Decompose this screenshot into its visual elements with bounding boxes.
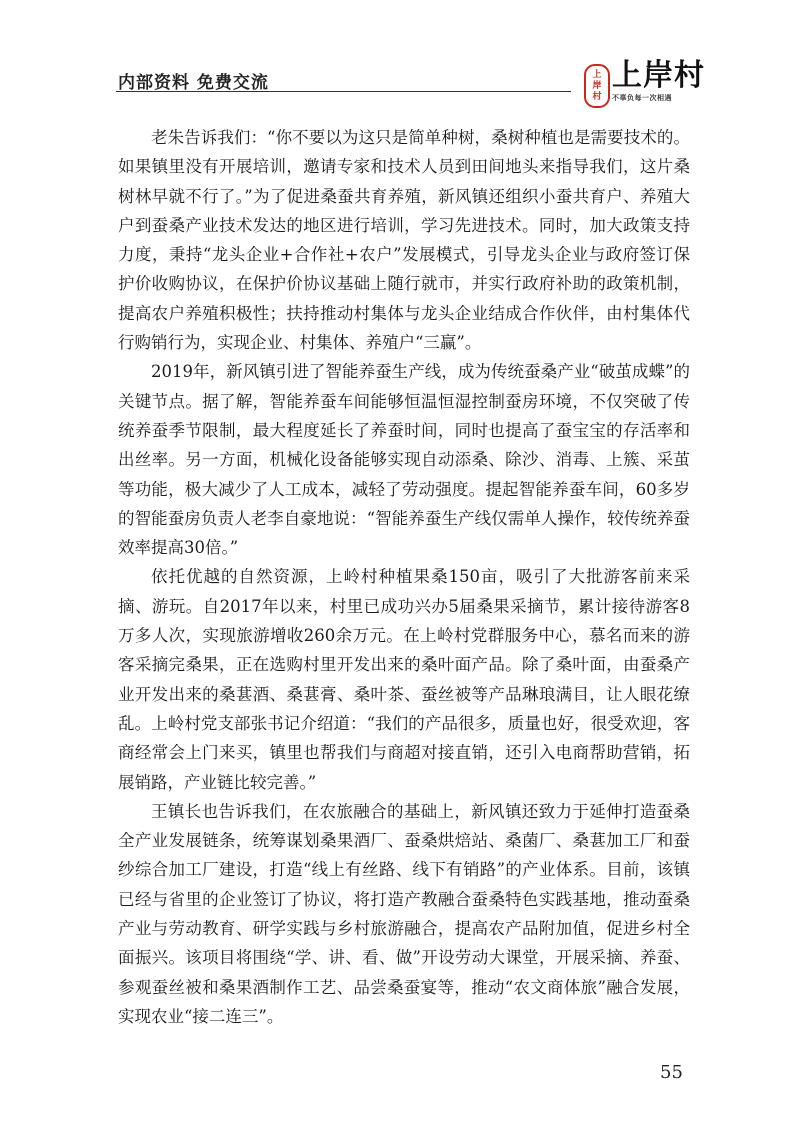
paragraph: 依托优越的自然资源，上岭村种植果桑150亩，吸引了大批游客前来采摘、游玩。自2017年以来，村里已成功兴办5届桑果采摘节，累计接待游客8万多人次，实现旅游增收260余万元。在上岭村党群服务中心，慕名而来的游客采摘完桑果，正在选购村里开发出来的桑叶面产品。除了桑叶面，由蚕桑产业开发出来的桑葚酒、桑葚膏、桑叶茶、蚕丝被等产品琳琅满目，让人眼花缭乱。上岭村党支部张书记介绍道：“我们的产品很多，质量也好，很受欢迎，客商经常会上门来买，镇里也帮我们与商超对接直销，还引入电商帮助营销，拓展销路，产业链比较完善。” (118, 567, 690, 792)
logo-seal-icon: 上 岸 村 (584, 64, 610, 108)
paragraph: 王镇长也告诉我们，在农旅融合的基础上，新风镇还致力于延伸打造蚕桑全产业发展链条，统筹谋划桑果酒厂、蚕桑烘焙站、桑菌厂、桑葚加工厂和蚕纱综合加工厂建设，打造“线上有丝路、线下有销路”的产业体系。目前，该镇已经与省里的企业签订了协议，将打造产教融合蚕桑特色实践基地，推动蚕桑产业与劳动教育、研学实践与乡村旅游融合，提高农产品附加值，促进乡村全面振兴。该项目将围绕“学、讲、看、做”开设劳动大课堂，开展采摘、养蚕、参观蚕丝被和桑果酒制作工艺、品尝桑蚕宴等，推动“农文商体旅”融合发展，实现农业“接二连三”。 (118, 801, 690, 1026)
page-number: 55 (660, 1062, 683, 1083)
paragraph: 老朱告诉我们：“你不要以为这只是简单种树，桑树种植也是需要技术的。如果镇里没有开展培训，邀请专家和技术人员到田间地头来指导我们，这片桑树林早就不行了。”为了促进桑蚕共育养殖，新风镇还组织小蚕共育户、养殖大户到蚕桑产业技术发达的地区进行培训，学习先进技术。同时，加大政策支持力度，秉持“龙头企业+合作社+农户”发展模式，引导龙头企业与政府签订保护价收购协议，在保护价协议基础上随行就市，并实行政府补助的政策机制，提高农户养殖积极性；扶持推动村集体与龙头企业结成合作伙伴，由村集体代行购销行为，实现企业、村集体、养殖户“三赢”。 (118, 128, 690, 353)
logo-slogan: 不辜负每一次相遇 (612, 94, 672, 102)
article-body (118, 123, 690, 1031)
header-label: 内部资料 免费交流 (118, 73, 269, 93)
header-divider (116, 91, 571, 92)
logo-name: 上岸村 (612, 58, 705, 93)
paragraph: 2019年，新风镇引进了智能养蚕生产线，成为传统蚕桑产业“破茧成蝶”的关键节点。据了解，智能养蚕车间能够恒温恒湿控制蚕房环境，不仅突破了传统养蚕季节限制，最大程度延长了养蚕时间，同时也提高了蚕宝宝的存活率和出丝率。另一方面，机械化设备能够实现自动添桑、除沙、消毒、上簇、采茧等功能，极大减少了人工成本，减轻了劳动强度。提起智能养蚕车间，60多岁的智能蚕房负责人老李自豪地说：“智能养蚕生产线仅需单人操作，较传统养蚕效率提高30倍。” (118, 362, 690, 558)
